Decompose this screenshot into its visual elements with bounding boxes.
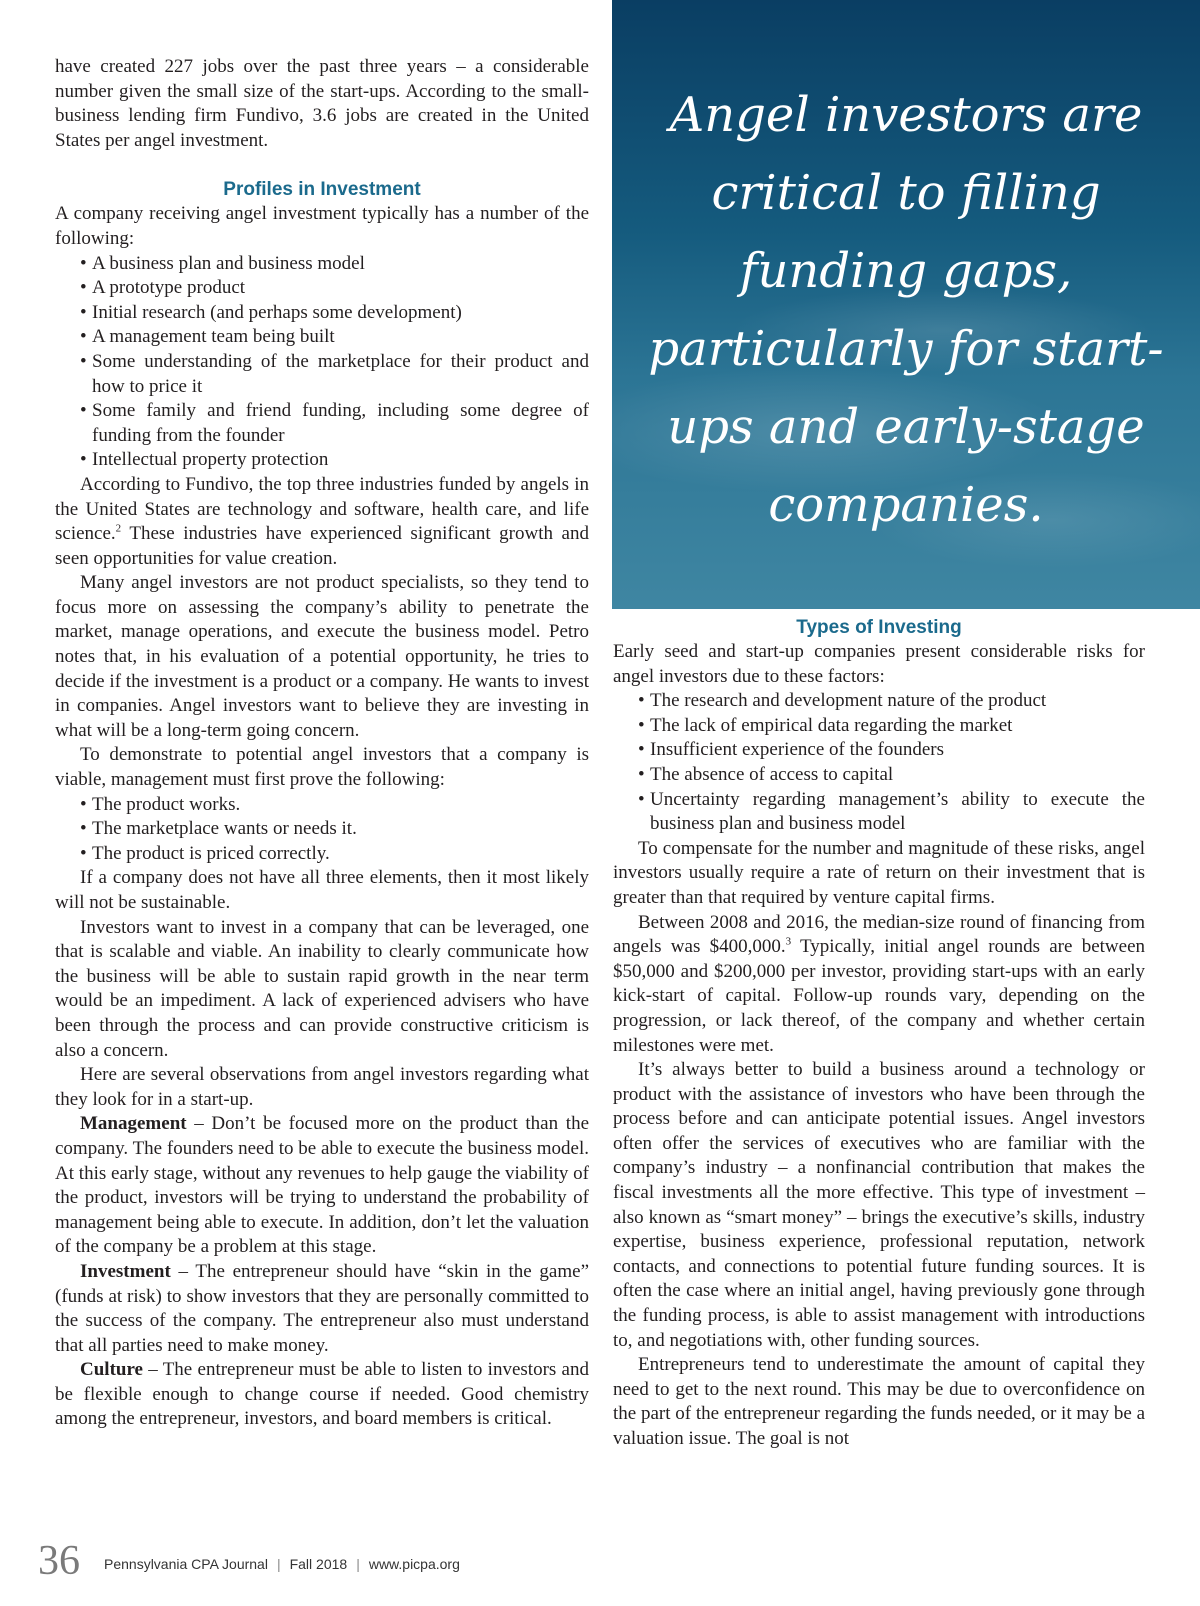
list-item: • A management team being built [80,325,589,350]
profiles-heading: Profiles in Investment [223,179,421,201]
left-column [55,55,589,1432]
footnote-ref: 3 [785,935,792,948]
technology-paragraph: It’s always better to build a business around a technology or product with the assistance of investors who have been through the process before and can anticipate potential issues. Angel investors often offer the services of executives who are familiar with the company’s industry – a nonfinancial contribution that makes the fiscal investments all the more effective. This type of investment – also known as “smart money” – brings the executive’s skills, industry expertise, business experience, professional reputation, network contacts, and connections to potential future funding sources. It is often the case where an initial angel, having previously gone through the funding process, is able to assist management with introductions to, and negotiations with, other funding sources. [613,1059,1145,1351]
industries-paragraph: According to Fundivo, the top three industries funded by angels in the United States are technology and software, health care, and life science.$^2$ These industries have experienced significant growth and seen opportunities for value creation. [55,473,589,569]
list-item: • Intellectual property protection [80,448,589,473]
prove-bullet-list [55,793,589,867]
list-item: • Uncertainty regarding management’s ability to execute the business plan and business model [638,788,1145,837]
types-lead: Early seed and start-up companies present considerable risks for angel investors due to these factors: [613,641,1145,687]
list-item: • The marketplace wants or needs it. [80,817,589,842]
list-item: • Insufficient experience of the founders [638,738,1145,763]
culture-term: Culture [80,1359,143,1381]
list-item: • A business plan and business model [80,252,589,277]
observations-paragraph: Here are several observations from angel investors regarding what they look for in a start-up. [55,1064,589,1110]
list-item: • The lack of empirical data regarding the market [638,714,1145,739]
list-item: • The product is priced correctly. [80,842,589,867]
website-link[interactable]: www.picpa.org [368,1556,460,1572]
footnote-ref: 2 [115,522,122,535]
management-term: Management [80,1113,187,1135]
page-footer [38,1536,1138,1586]
risk-bullet-list [613,689,1145,837]
profiles-bullet-list [55,252,589,473]
types-heading: Types of Investing [796,617,962,638]
demonstrate-paragraph: To demonstrate to potential angel investors that a company is viable, management must first prove the following: [55,744,589,791]
pull-quote-panel [612,0,1200,609]
compensate-paragraph: To compensate for the number and magnitude of these risks, angel investors usually require a rate of return on their investment that is greater than that required by venture capital firms. [613,837,1145,908]
investment-paragraph: Investment – The entrepreneur should have “skin in the game” (funds at risk) to show investors that they are personally committed to the success of the company. The entrepreneur also must understand that all parties need to make money. [55,1260,589,1356]
three-elements-paragraph: If a company does not have all three elements, then it most likely will not be sustainable. [55,867,589,913]
footer-credits [104,1554,460,1574]
underestimate-paragraph: Entrepreneurs tend to underestimate the amount of capital they need to get to the next round. This may be due to overconfidence on the part of the entrepreneur regarding the funds needed, or it may be a valuation issue. The goal is not [613,1354,1145,1449]
list-item: • Initial research (and perhaps some development) [80,301,589,326]
footer-separator: | [276,1556,281,1572]
management-paragraph: Management – Don’t be focused more on the product than the company. The founders need to be able to execute the business model. At this early stage, without any revenues to help gauge the viability of the product, investors will be trying to understand the probability of management being able to execute. In addition, don’t let the valuation of the company be a problem at this stage. [55,1113,589,1258]
list-item: • A prototype product [80,276,589,301]
culture-paragraph: Culture – The entrepreneur must be able to listen to investors and be flexible enough to change course if needed. Good chemistry among the entrepreneur, investors, and board members is critical. [55,1359,589,1430]
median-paragraph: Between 2008 and 2016, the median-size round of financing from angels was $400,000.$^3$ Typically, initial angel rounds are between $50,000 and $200,000 per investor, providing start-ups with an early kick-start of capital. Follow-up rounds vary, depending on the progression, or lack thereof, of the company and whether certain milestones were met. [613,911,1145,1056]
list-item: • The absence of access to capital [638,763,1145,788]
leveraged-paragraph: Investors want to invest in a company that can be leveraged, one that is scalable and viable. An inability to clearly communicate how the business will be able to sustain rapid growth in the near term would be an impediment. A lack of experienced advisers who have been through the process and can provide constructive criticism is also a concern. [55,916,589,1061]
list-item: • The product works. [80,793,589,818]
issue-date: Fall 2018 [289,1556,348,1572]
list-item: • Some understanding of the marketplace for their product and how to price it [80,350,589,399]
profiles-lead: A company receiving angel investment typically has a number of the following: [55,203,589,249]
intro-paragraph: have created 227 jobs over the past three years – a considerable number given the small size of the start-ups. According to the small-business lending firm Fundivo, 3.6 jobs are created in the United States per angel investment. [55,56,589,151]
right-column [613,616,1145,1452]
pull-quote: Angel investors are critical to filling funding gaps, particularly for start-ups and early-stage companies. [648,87,1164,533]
page-number: 36 [38,1538,80,1584]
journal-name: Pennsylvania CPA Journal [104,1556,268,1572]
specialists-paragraph: Many angel investors are not product specialists, so they tend to focus more on assessing the company’s ability to penetrate the market, manage operations, and execute the business model. Petro notes that, in his evaluation of a potential opportunity, he tries to decide if the investment is a product or a company. He wants to invest in companies. Angel investors want to believe they are investing in what will be a long-term going concern. [55,572,589,741]
investment-term: Investment [80,1260,171,1282]
list-item: • Some family and friend funding, including some degree of funding from the founder [80,399,589,448]
footer-separator: | [356,1556,360,1572]
list-item: • The research and development nature of the product [638,689,1145,714]
